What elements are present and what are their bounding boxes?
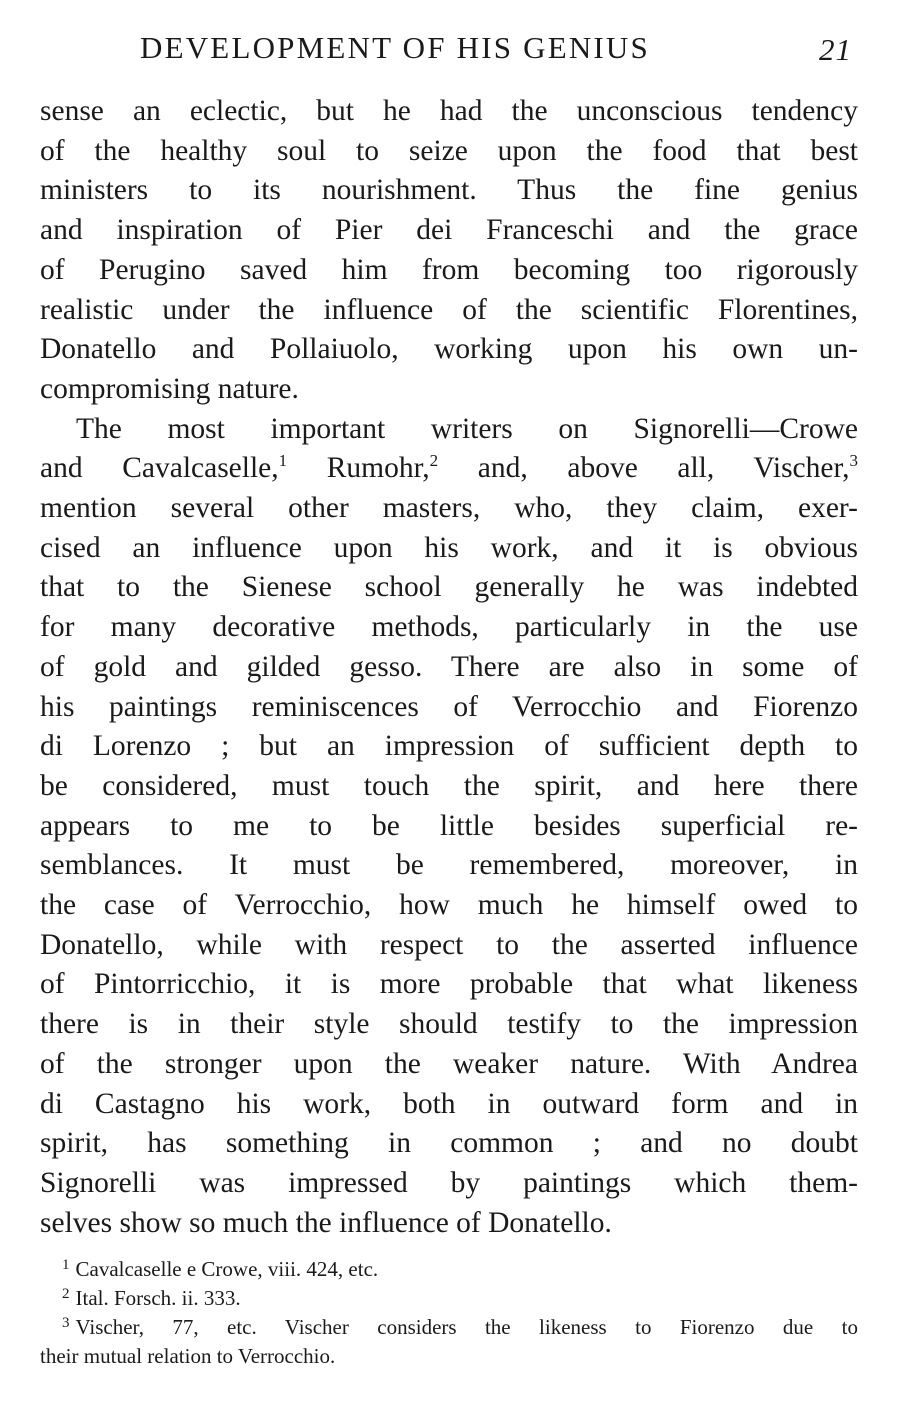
footnote-3-continuation: their mutual relation to Verrocchio.	[40, 1344, 336, 1369]
text-line: Donatello, while with respect to the asserted influence	[40, 928, 858, 961]
page-number: 21	[819, 32, 852, 67]
text-line: sense an eclectic, but he had the unconscious tendency	[40, 95, 858, 127]
text-line: of the healthy soul to seize upon the food that best	[40, 134, 858, 167]
text-line: his paintings reminiscences of Verrocchio and Fiorenzo	[40, 690, 858, 723]
text-line: realistic under the influence of the scientific Florentines,	[40, 293, 858, 326]
footnote-number: 2	[62, 1286, 70, 1303]
footnotes	[40, 1255, 858, 1371]
footnote-ref-3: 3	[849, 451, 859, 471]
book-page	[40, 30, 858, 1371]
footnote-text: Cavalcaselle e Crowe, viii. 424, etc.	[75, 1257, 379, 1282]
text-line: that to the Sienese school generally he was indebted	[40, 571, 858, 604]
footnote-text: Ital. Forsch. ii. 333.	[75, 1286, 241, 1311]
paragraph-1	[40, 92, 858, 410]
footnote-ref-2: 2	[429, 451, 439, 471]
text-line: selves show so much the influence of Donatello.	[40, 1206, 612, 1239]
running-head	[40, 30, 858, 76]
text-line: di Castagno his work, both in outward form and in	[40, 1087, 858, 1120]
text-line: there is in their style should testify to the impression	[40, 1008, 858, 1041]
text-line-with-footnote-refs	[40, 449, 858, 489]
text-segment: Rumohr,	[287, 452, 430, 485]
footnote-number: 3	[62, 1315, 70, 1332]
footnote-1	[40, 1255, 858, 1284]
footnote-ref-1: 1	[278, 451, 288, 471]
text-line: compromising nature.	[40, 372, 299, 405]
text-line: and inspiration of Pier dei Franceschi and the grace	[40, 214, 858, 247]
text-line: semblances. It must be remembered, moreover, in	[40, 849, 858, 882]
text-line: spirit, has something in common ; and no doubt	[40, 1127, 858, 1160]
text-line: ministers to its nourishment. Thus the fine genius	[40, 174, 858, 207]
text-line: of Pintorricchio, it is more probable that what likeness	[40, 968, 858, 1001]
text-line: mention several other masters, who, they claim, exer-	[40, 492, 858, 525]
text-segment: and, above all, Vischer,	[438, 452, 850, 485]
text-line: of gold and gilded gesso. There are also in some of	[40, 650, 858, 683]
text-line: di Lorenzo ; but an impression of sufficient depth to	[40, 730, 858, 763]
running-title: DEVELOPMENT OF HIS GENIUS	[140, 30, 650, 65]
text-line: for many decorative methods, particularly in the use	[40, 611, 858, 644]
paragraph-2	[40, 410, 858, 1244]
footnote-text: Vischer, 77, etc. Vischer considers the likeness to Fiorenzo due to	[75, 1315, 858, 1340]
text-line: Signorelli was impressed by paintings which them-	[40, 1166, 858, 1199]
text-line: appears to me to be little besides superficial re-	[40, 809, 858, 842]
text-line: cised an influence upon his work, and it is obvious	[40, 531, 858, 564]
text-line: the case of Verrocchio, how much he himself owed to	[40, 889, 858, 922]
footnote-2	[40, 1284, 858, 1313]
footnote-3	[40, 1313, 858, 1342]
text-line: Donatello and Pollaiuolo, working upon his own un-	[40, 333, 858, 366]
text-line: be considered, must touch the spirit, and here there	[40, 769, 858, 802]
text-segment: and Cavalcaselle,	[40, 452, 279, 485]
text-line: of Perugino saved him from becoming too rigorously	[40, 253, 858, 286]
body-text	[40, 92, 858, 1243]
text-line: of the stronger upon the weaker nature. With Andrea	[40, 1047, 858, 1080]
text-line: The most important writers on Signorelli—Crowe	[76, 412, 858, 445]
footnote-number: 1	[62, 1257, 70, 1274]
